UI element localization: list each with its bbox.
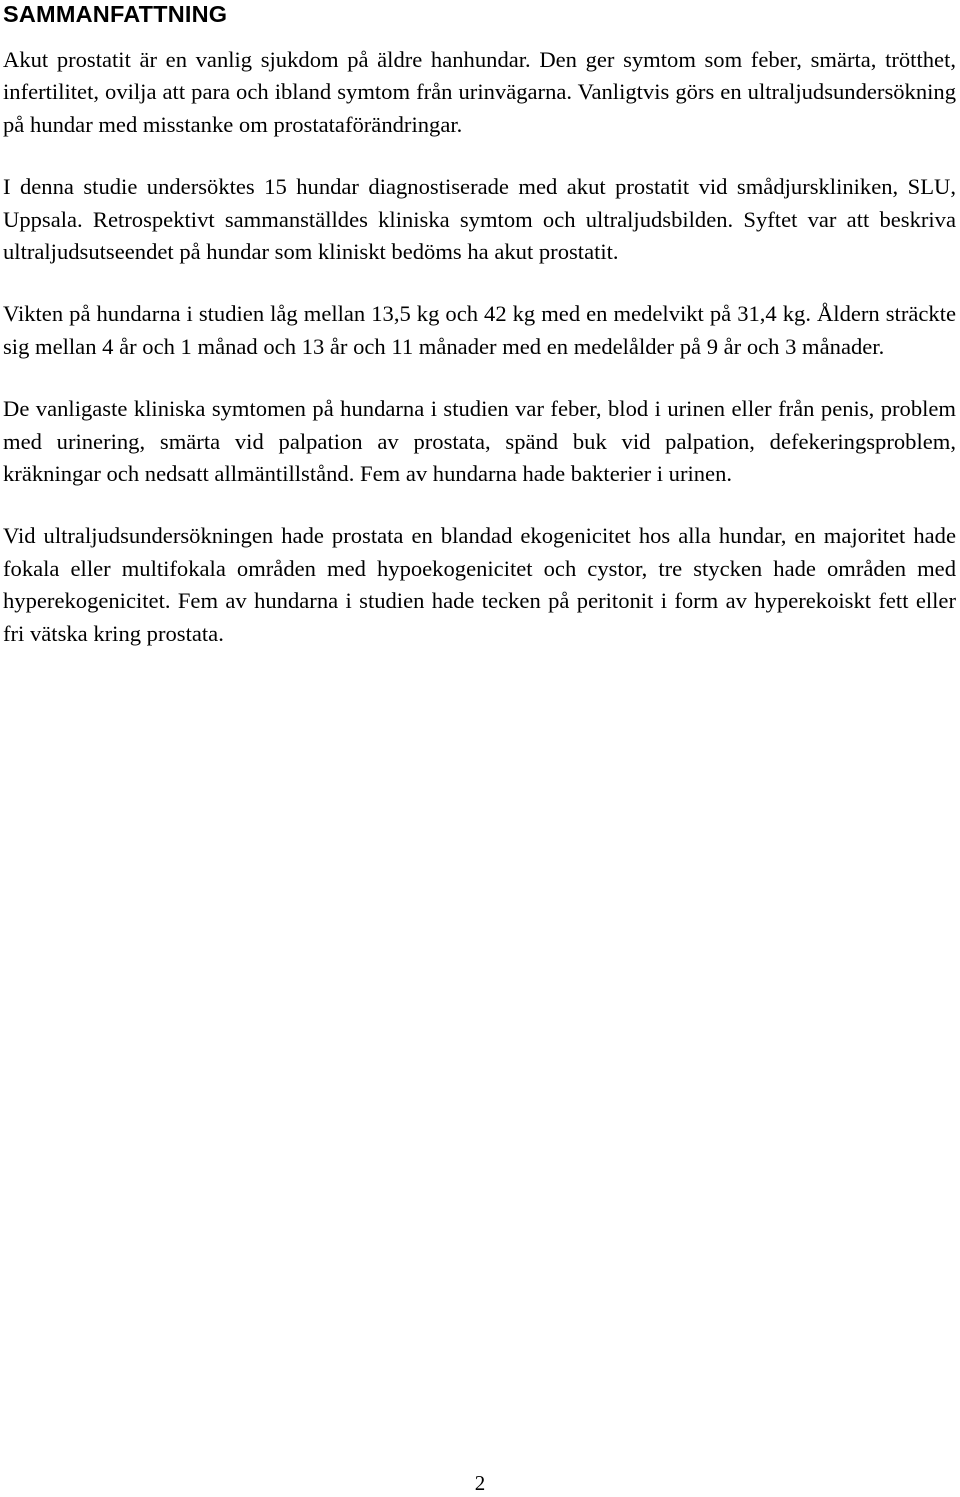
paragraph-symptoms: De vanligaste kliniska symtomen på hundarna i studien var feber, blod i urinen eller från penis, problem med urinering, smärta vid palpation av prostata, spänd buk vid palpation, defekeringsproblem, kräkningar och nedsatt allmäntillstånd. Fem av hundarna hade bakterier i urinen.	[3, 396, 956, 487]
paragraph-weight-age: Vikten på hundarna i studien låg mellan 13,5 kg och 42 kg med en medelvikt på 31,4 kg. Åldern sträckte sig mellan 4 år och 1 månad och 13 år och 11 månader med en medelålder på 9 år och 3 månader.	[3, 301, 956, 359]
paragraph-intro: Akut prostatit är en vanlig sjukdom på äldre hanhundar. Den ger symtom som feber, smärta, trötthet, infertilitet, ovilja att para och ibland symtom från urinvägarna. Vanligtvis görs en ultraljudsundersökning på hundar med misstanke om prostataförändringar.	[3, 47, 956, 137]
section-heading: SAMMANFATTNING	[3, 1, 228, 27]
paragraph-ultrasound: Vid ultraljudsundersökningen hade prostata en blandad ekogenicitet hos alla hundar, en majoritet hade fokala eller multifokala områden med hypoekogenicitet och cystor, tre stycken hade områden med hyperekogenicitet. Fem av hundarna i studien hade tecken på peritonit i form av hyperekoiskt fett eller fri vätska kring prostata.	[3, 523, 956, 646]
page-number: 2	[474, 1471, 486, 1495]
paragraph-study: I denna studie undersöktes 15 hundar diagnostiserade med akut prostatit vid smådjurskliniken, SLU, Uppsala. Retrospektivt sammanställdes kliniska symtom och ultraljudsbilden. Syftet var att beskriva ultraljudsutseendet på hundar som kliniskt bedöms ha akut prostatit.	[3, 174, 956, 265]
document-page	[3, 0, 956, 650]
